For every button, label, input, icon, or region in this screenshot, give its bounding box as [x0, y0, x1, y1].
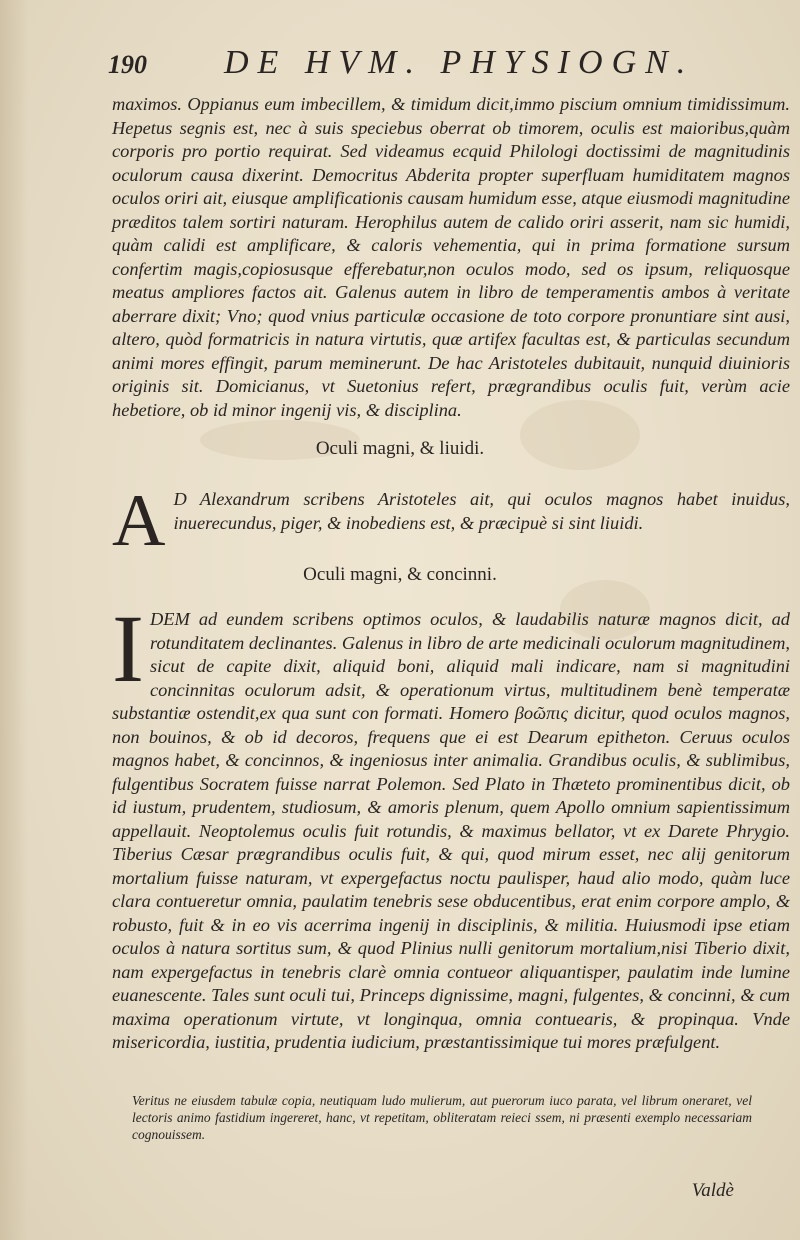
page-header	[108, 44, 748, 84]
footnote: Veritus ne eiusdem tabulæ copia, neutiquam ludo mulierum, aut puerorum iuco parata, vel librum oneraret, vel lectoris animo fastidium ingereret, hanc, vt repetitam, obliteratam reieci ssem, ni præsenti exemplo necessariam cognouissem.	[132, 1093, 752, 1142]
section-heading-magni-liuidi: Oculi magni, & liuidi.	[315, 438, 485, 459]
page-number: 190	[108, 50, 147, 79]
drop-cap: I	[112, 595, 144, 702]
drop-cap: A	[112, 480, 166, 562]
section-paragraph-magni-liuidi	[112, 480, 790, 562]
paragraph-text: DEM ad eundem scribens optimos oculos, & laudabilis naturæ magnos dicit, ad rotunditatem declinantes. Galenus in libro de arte medicinali oculorum magnitudinem, sicut de capite dixit, aliquid boni, aliquid mali indicare, nam si magnitudini concinnitas oculorum adsit, & operationum virtus, multitudinem benè temperatæ substantiæ ostendit,ex qua sunt con formati. Homero βοῶπις dicitur, quod oculos magnos, non bouinos, & ob id decoros, frequens que ei est Dearum epitheton. Ceruus oculos magnos habet, & concinnos, & ingeniosus inter animalia. Grandibus oculis, & sublimibus, fulgentibus Socratem fuisse narrat Polemon. Sed Plato in Thæteto prominentibus dicit, ob id iustum, prudentem, studiosum, & amoris plenum, quem Apollo omnium sapientissimum appellauit. Neoptolemus oculis fuit rotundis, & maximus bellator, vt ex Darete Phrygio. Tiberius Cæsar prægrandibus oculis fuit, & qui, quod mirum esset, nec alij genitorum mortalium fuisse naturam, vt expergefactus noctu paulisper, haud alio modo, quàm luce clara contueretur omnia, paulatim tenebris sese obducentibus, erat enim corpore amplo, & robusto, fuit & in eo vis acerrima ingenij in disciplinis, & militia. Huiusmodi ipse etiam oculos à natura sortitus sum, & quod Plinius nulli genitorum mortalium,nisi Tiberio dixit, nam expergefactus in tenebris clarè omnia contueor aliquantisper, paulatim inde lumine euanescente. Tales sunt oculi tui, Princeps dignissime, magni, fulgentes, & concinni, & cum maxima operationum virtute, vt longinqua, omnia contuearis, & propinqua. Vnde misericordia, iustitia, prudentia iudicium, præstantissimique tui mores præfulgent.	[112, 609, 790, 1052]
intro-paragraph: maximos. Oppianus eum imbecillem, & timidum dicit,immo piscium omnium timidissimum. Hepetus segnis est, nec à suis speciebus oberrat ob timorem, oculis est maioribus,quàm corporis pro portio requirat. Sed videamus ecquid Philologi doctissimi de magnitudinis oculorum causa dixerint. Democritus Abderita propter superfluam humiditatem magnos oculos oriri ait, eiusque amplificationis causam humidum esse, atque eiusmodi magnitudine præditos talem sortiri naturam. Herophilus autem de calido oriri asserit, nam sic humidi, quàm calidi est amplificare, & caloris vehementia, qui in prima formatione sursum confertim magis,copiosusque efferebatur,non oculos modo, sed os ipsum, reliquosque meatus ampliores factos ait. Galenus autem in libro de temperamentis ambos à veritate aberrare dixit; Vno; quod vnius particulæ occasione de toto corpore pronuntiare sint ausi, altero, quòd formatricis in natura virtutis, quæ artifex facultas est, & particulas secundum animi mores effingit, parum meminerunt. De hac Aristoteles dubitauit, nunquid diuinioris originis sit. Domicianus, vt Suetonius refert, prægrandibus oculis fuit, verùm acie hebetiore, ob id minor ingenij vis, & disciplina.	[112, 94, 790, 420]
catchword: Valdè	[691, 1180, 734, 1201]
section-paragraph-magni-concinni	[112, 595, 790, 1055]
section-heading-magni-concinni: Oculi magni, & concinni.	[303, 564, 497, 585]
gutter-shadow	[0, 0, 28, 1240]
paragraph-text: D Alexandrum scribens Aristoteles ait, qui oculos magnos habet inuidus, inuerecundus, piger, & inobediens est, & præcipuè si sint liuidi.	[173, 489, 790, 533]
running-head: DE HVM. PHYSIOGN.	[224, 44, 695, 81]
footnote-separator	[112, 1070, 790, 1071]
